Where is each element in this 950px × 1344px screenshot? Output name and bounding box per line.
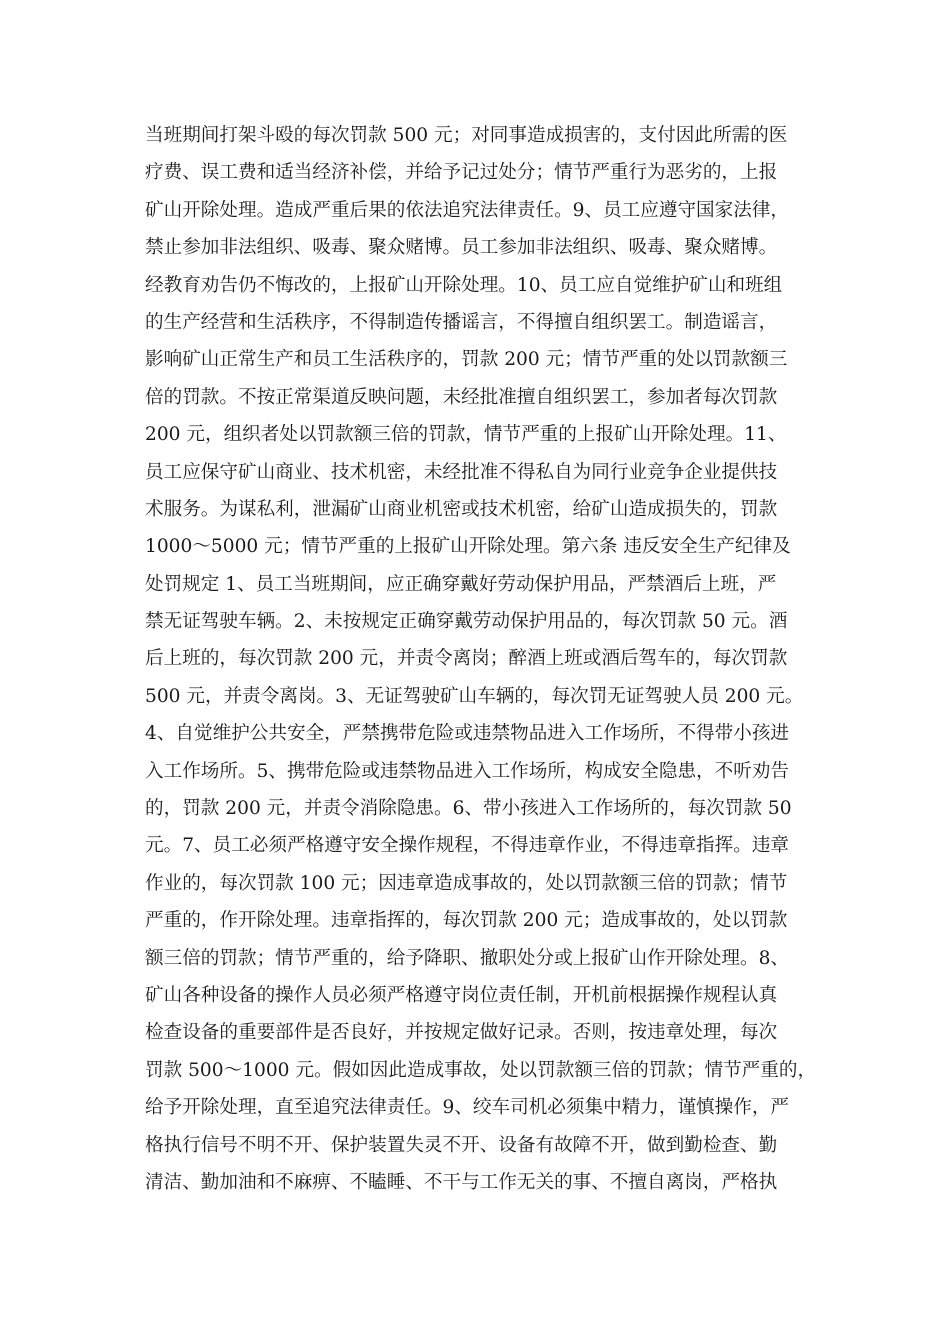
text-line: 处罚规定 1、员工当班期间，应正确穿戴好劳动保护用品，严禁酒后上班，严 [145,573,777,595]
text-line: 影响矿山正常生产和员工生活秩序的，罚款 200 元；情节严重的处以罚款额三 [145,349,788,371]
text-line: 给予开除处理，直至追究法律责任。9、绞车司机必须集中精力，谨慎操作，严 [145,1097,790,1119]
text-line: 元。7、员工必须严格遵守安全操作规程，不得违章作业，不得违章指挥。违章 [145,835,790,857]
text-line: 4、自觉维护公共安全，严禁携带危险或违禁物品进入工作场所，不得带小孩进 [145,723,790,745]
body-text [145,117,825,1201]
text-line: 经教育劝告仍不悔改的，上报矿山开除处理。10、员工应自觉维护矿山和班组 [145,274,783,296]
text-line: 当班期间打架斗殴的每次罚款 500 元；对同事造成损害的，支付因此所需的医 [145,125,788,146]
text-line: 术服务。为谋私利，泄漏矿山商业机密或技术机密，给矿山造成损失的，罚款 [145,498,778,520]
text-line: 疗费、误工费和适当经济补偿，并给予记过处分；情节严重行为恶劣的，上报 [145,162,778,184]
text-line: 格执行信号不明不开、保护装置失灵不开、设备有故障不开，做到勤检查、勤 [145,1134,778,1156]
text-line: 1000～5000 元；情节严重的上报矿山开除处理。第六条 违反安全生产纪律及 [145,536,791,558]
text-line: 员工应保守矿山商业、技术机密，未经批准不得私自为同行业竞争企业提供技 [145,461,778,483]
text-line: 禁无证驾驶车辆。2、未按规定正确穿戴劳动保护用品的，每次罚款 50 元。酒 [145,611,788,633]
text-line: 禁止参加非法组织、吸毒、聚众赌博。员工参加非法组织、吸毒、聚众赌博。 [145,237,778,259]
text-line: 的生产经营和生活秩序，不得制造传播谣言，不得擅自组织罢工。制造谣言， [145,311,778,333]
text-line: 倍的罚款。不按正常渠道反映问题，未经批准擅自组织罢工，参加者每次罚款 [145,386,778,408]
text-line: 额三倍的罚款；情节严重的，给予降职、撤职处分或上报矿山作开除处理。8、 [145,947,790,969]
text-line: 的，罚款 200 元，并责令消除隐患。6、带小孩进入工作场所的，每次罚款 50 [145,798,792,820]
text-line: 作业的，每次罚款 100 元；因违章造成事故的，处以罚款额三倍的罚款；情节 [145,872,788,894]
text-line: 矿山开除处理。造成严重后果的依法追究法律责任。9、员工应遵守国家法律， [145,199,790,221]
text-line: 检查设备的重要部件是否良好，并按规定做好记录。否则，按违章处理，每次 [145,1022,778,1044]
text-line: 500 元，并责令离岗。3、无证驾驶矿山车辆的，每次罚无证驾驶人员 200 元。 [145,685,804,707]
text-line: 严重的，作开除处理。违章指挥的，每次罚款 200 元；造成事故的，处以罚款 [145,910,788,932]
text-line: 200 元，组织者处以罚款额三倍的罚款，情节严重的上报矿山开除处理。11、 [145,424,787,446]
text-line: 罚款 500～1000 元。假如因此造成事故，处以罚款额三倍的罚款；情节严重的， [145,1059,817,1081]
text-line: 入工作场所。5、携带危险或违禁物品进入工作场所，构成安全隐患，不听劝告 [145,760,790,782]
text-line: 矿山各种设备的操作人员必须严格遵守岗位责任制，开机前根据操作规程认真 [145,984,778,1006]
text-line: 清洁、勤加油和不麻痹、不瞌睡、不干与工作无关的事、不擅自离岗，严格执 [145,1171,778,1193]
text-line: 后上班的，每次罚款 200 元，并责令离岗；醉酒上班或酒后驾车的，每次罚款 [145,648,788,670]
